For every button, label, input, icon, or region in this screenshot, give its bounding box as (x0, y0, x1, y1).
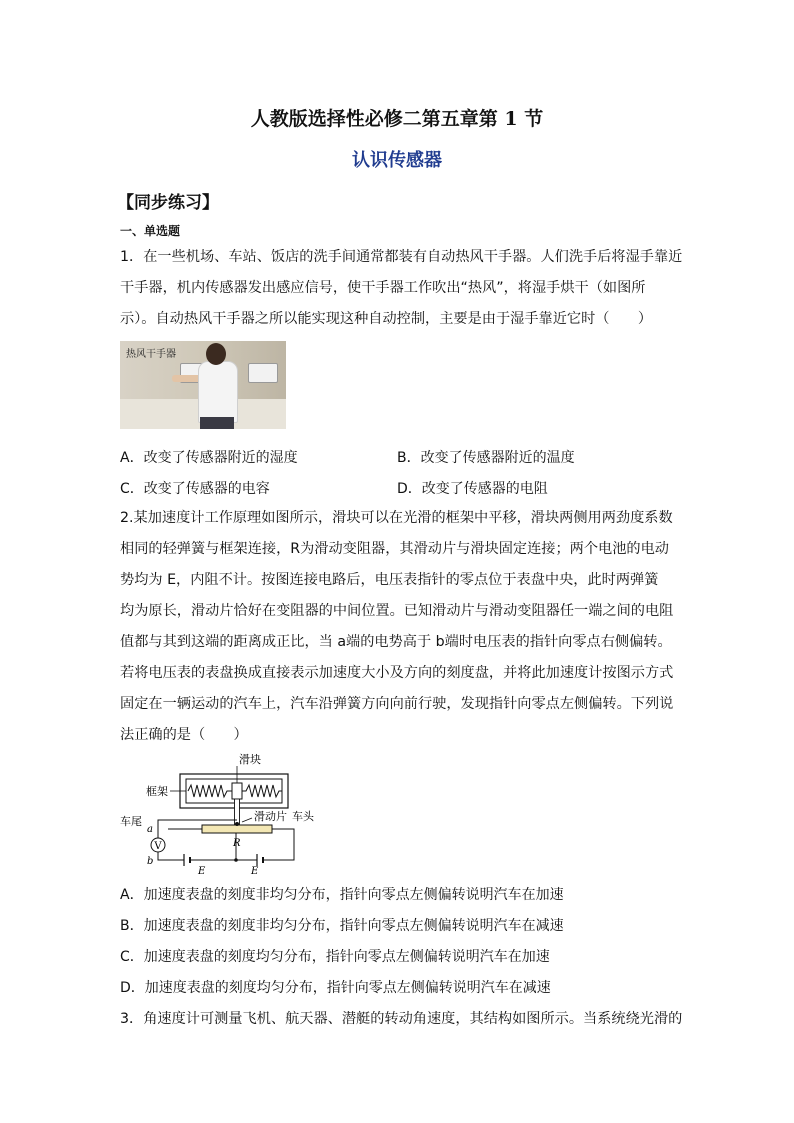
junction-dot (234, 858, 238, 862)
person-pants-shape (200, 417, 234, 429)
label-b: b (147, 856, 154, 867)
accelerometer-diagram (118, 752, 314, 877)
hand-dryer-shape (248, 363, 278, 383)
label-e1: E (198, 866, 206, 877)
q3-line: 3．角速度计可测量飞机、航天器、潜艇的转动角速度，其结构如图所示。当系统绕光滑的 (120, 1011, 683, 1027)
page-subtitle: 认识传感器 (352, 150, 442, 171)
resistor-r (202, 825, 272, 833)
q2-line: 均为原长，滑动片恰好在变阻器的中间位置。已知滑动片与滑动变阻器任一端之间的电阻 (120, 603, 674, 619)
wire-mid (190, 833, 236, 860)
person-shape (198, 361, 238, 423)
q2-line: 固定在一辆运动的汽车上，汽车沿弹簧方向向前行驶，发现指针向零点左侧偏转。下列说 (120, 696, 674, 712)
q1-option-c: C．改变了传感器的电容 (120, 481, 270, 497)
wire-right (263, 829, 294, 860)
voltmeter-label: V (154, 841, 162, 852)
wiper-contact (235, 822, 239, 826)
q2-option-c: C．加速度表盘的刻度均匀分布，指针向零点左侧偏转说明汽车在加速 (120, 949, 550, 965)
q2-line: 若将电压表的表盘换成直接表示加速度大小及方向的刻度盘，并将此加速度计按图示方式 (120, 665, 674, 681)
slider-block (232, 783, 242, 799)
hand-dryer-photo (120, 341, 286, 429)
label-e2: E (251, 866, 259, 877)
q1-line: 示）。自动热风干手器之所以能实现这种自动控制，主要是由于湿手靠近它时（ ） (120, 311, 653, 327)
photo-label: 热风干手器 (126, 349, 176, 360)
q2-option-b: B．加速度表盘的刻度非均匀分布，指针向零点左侧偏转说明汽车在减速 (120, 918, 564, 934)
q1-line: 干手器，机内传感器发出感应信号，使干手器工作吹出“热风”，将湿手烘干（如图所 (120, 280, 646, 296)
q2-option-a: A．加速度表盘的刻度非均匀分布，指针向零点左侧偏转说明汽车在加速 (120, 887, 564, 903)
label-slider: 滑块 (239, 753, 261, 766)
q1-line: 1．在一些机场、车站、饭店的洗手间通常都装有自动热风干手器。人们洗手后将湿手靠近 (120, 249, 683, 265)
page-title: 人教版选择性必修二第五章第 1 节 (250, 108, 544, 130)
right-spring (242, 785, 282, 797)
label-car-head: 车头 (292, 810, 314, 823)
slider-rod (235, 799, 240, 825)
q2-line: 值都与其到这端的距离成正比，当 a端的电势高于 b端时电压表的指针向零点右侧偏转。 (120, 634, 672, 650)
label-frame: 框架 (146, 785, 168, 798)
q2-line: 2.某加速度计工作原理如图所示，滑块可以在光滑的框架中平移，滑块两侧用两劲度系数 (120, 510, 673, 526)
section-heading: 【同步练习】 (117, 193, 219, 213)
label-wiper: 滑动片 (254, 810, 287, 823)
q1-option-a: A．改变了传感器附近的湿度 (120, 450, 298, 466)
q1-option-d: D．改变了传感器的电阻 (397, 481, 548, 497)
wire-left (158, 852, 184, 860)
wiper-leader (242, 818, 252, 822)
subsection-heading: 一、单选题 (120, 224, 181, 238)
label-r: R (233, 838, 241, 849)
q2-option-d: D．加速度表盘的刻度均匀分布，指针向零点左侧偏转说明汽车在减速 (120, 980, 551, 996)
label-car-tail: 车尾 (120, 815, 142, 828)
q2-line: 法正确的是（ ） (120, 727, 248, 743)
q2-line: 相同的轻弹簧与框架连接，R为滑动变阻器，其滑动片与滑块固定连接；两个电池的电动 (120, 541, 669, 557)
q2-line: 势均为 E，内阻不计。按图连接电路后，电压表指针的零点位于表盘中央，此时两弹簧 (120, 572, 659, 588)
person-head-shape (206, 343, 226, 365)
label-a: a (147, 824, 153, 835)
left-spring (188, 785, 232, 797)
q1-option-b: B．改变了传感器附近的温度 (397, 450, 575, 466)
